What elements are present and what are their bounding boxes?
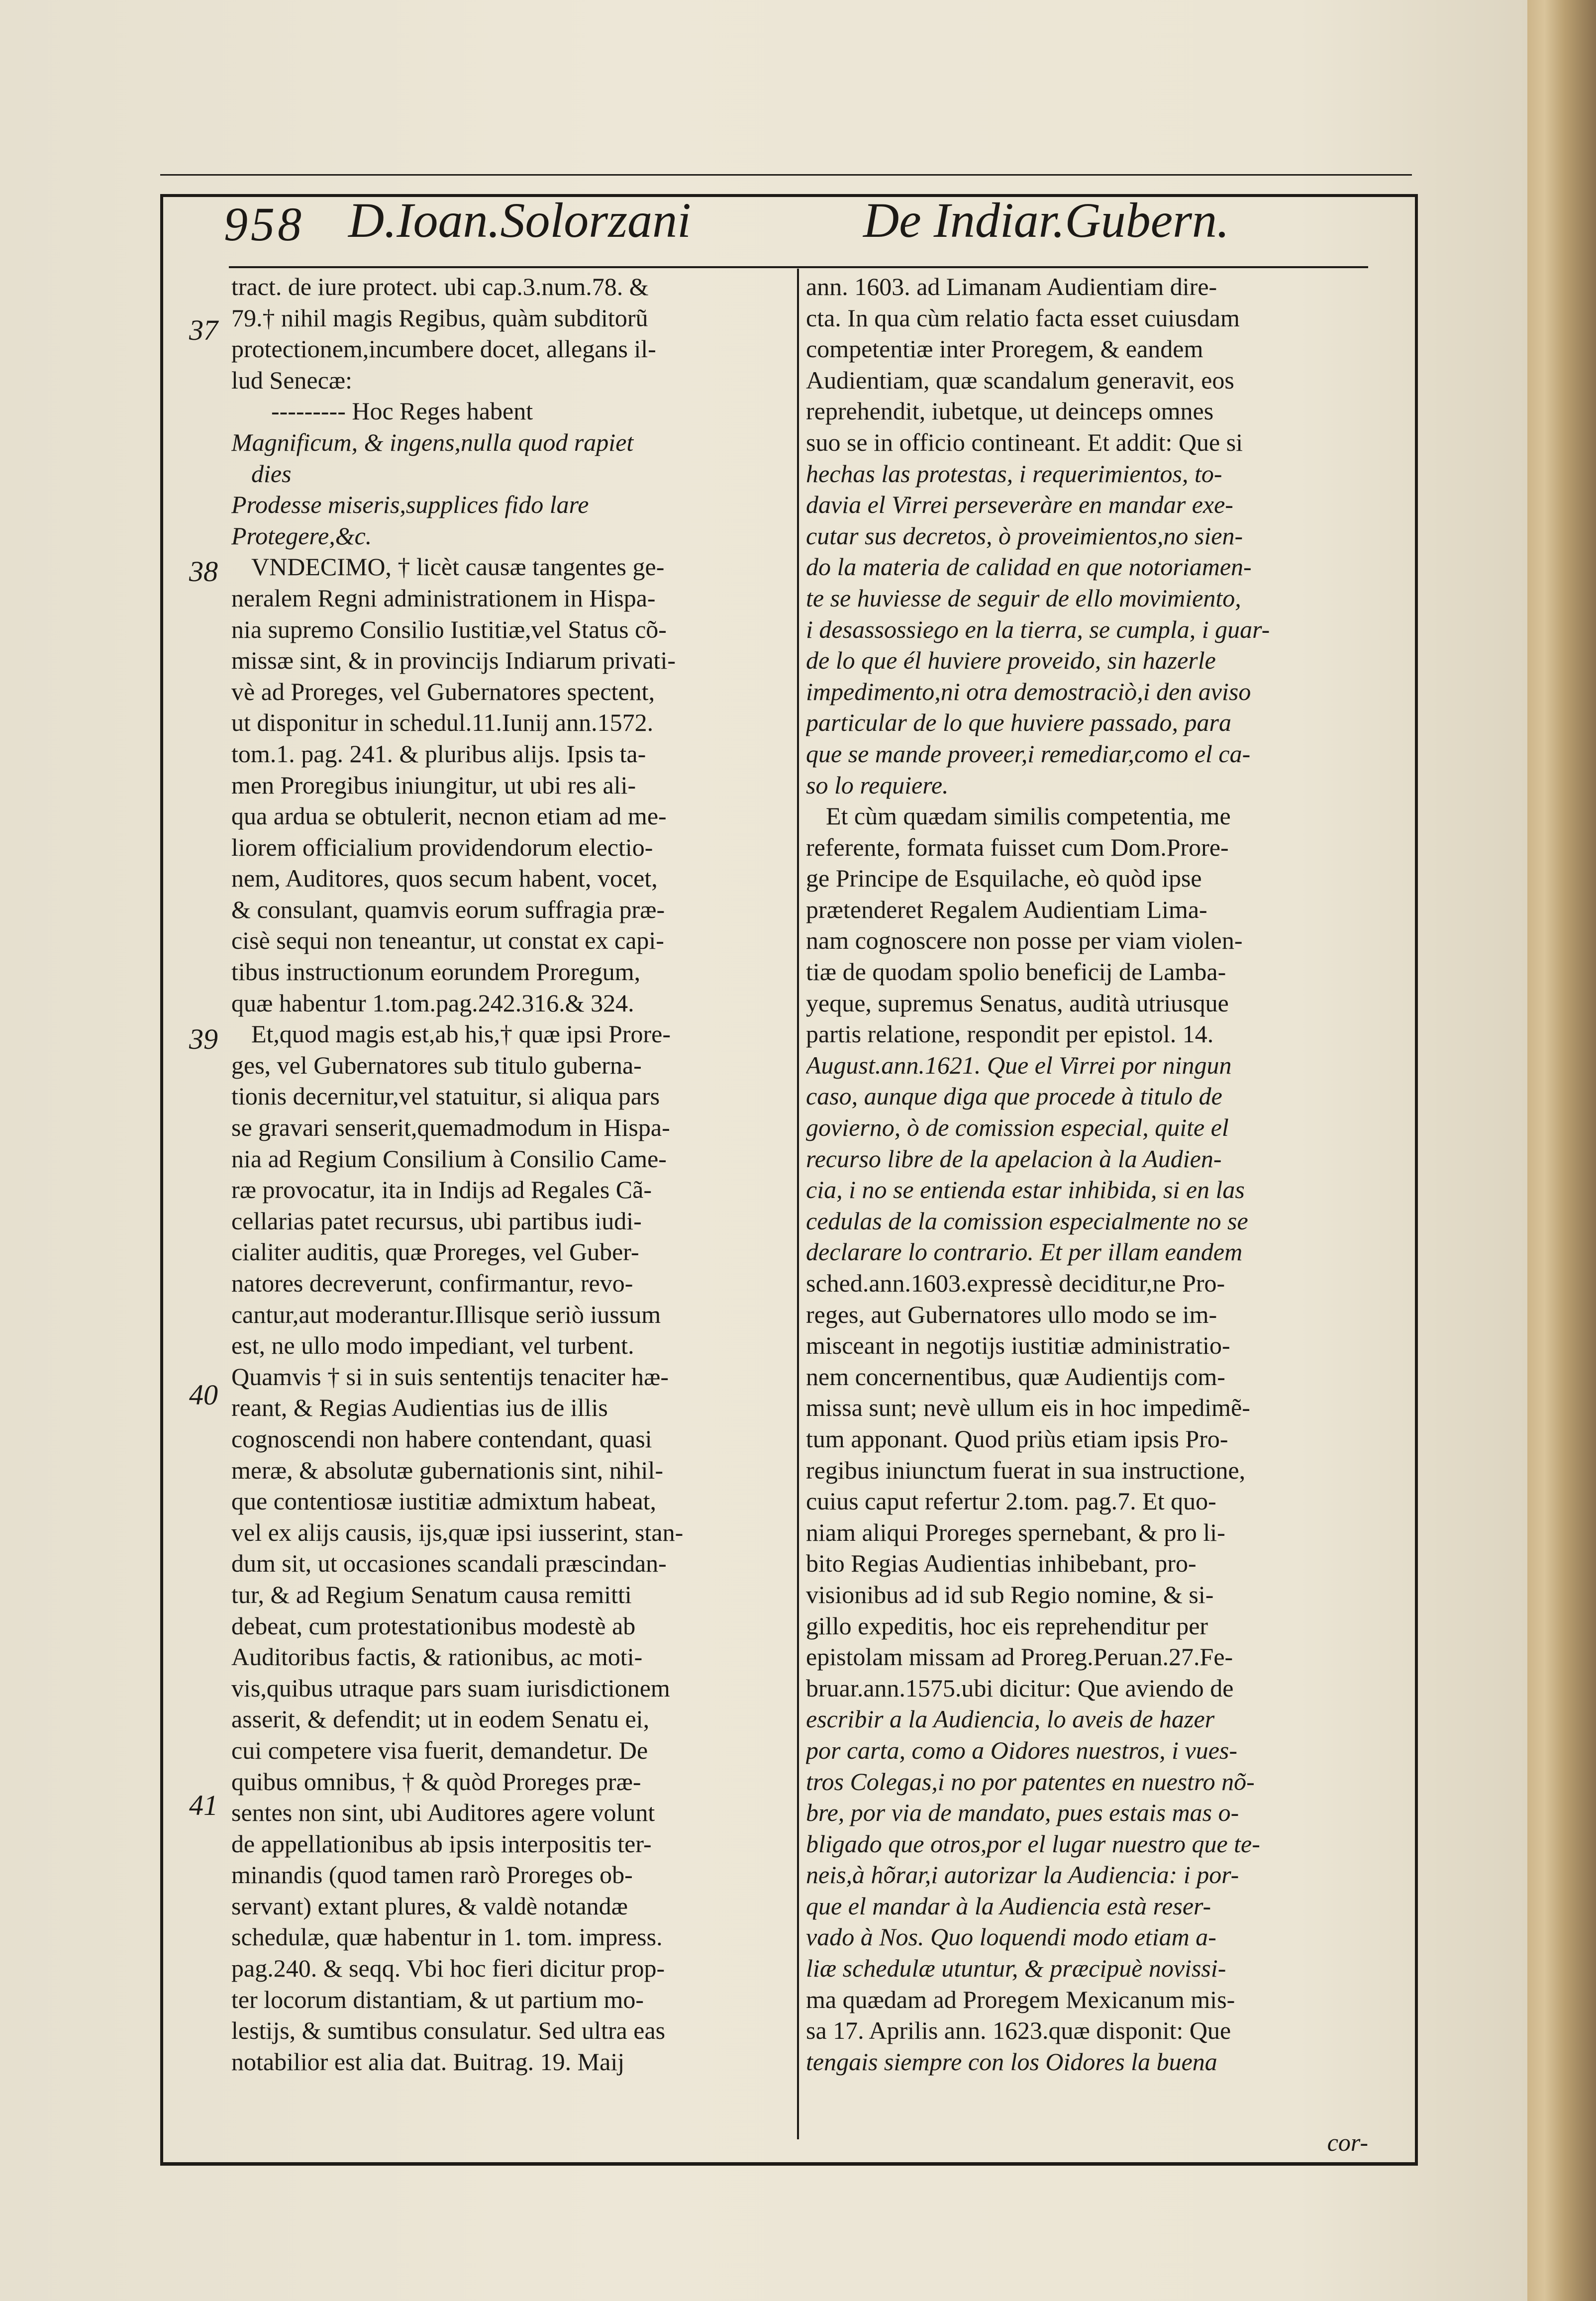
text-line: --------- Hoc Reges habent [271,397,533,425]
text-line: sa 17. Aprilis ann. 1623.quæ disponit: Que [806,2016,1231,2045]
text-line: se gravari senserit,quemadmodum in Hispa- [231,1113,670,1142]
text-line: tiæ de quodam spolio beneficij de Lamba- [806,958,1226,986]
book-edge [1527,0,1596,2301]
text-line: partis relatione, respondit per epistol. 14. [806,1020,1214,1048]
text-line: cognoscendi non habere contendant, quasi [231,1424,652,1453]
text-line: competentiæ inter Proregem, & eandem [806,335,1203,363]
text-line: declarare lo contrario. Et per illam eandem [806,1238,1243,1266]
text-line: August.ann.1621. Que el Virrei por ningun [806,1051,1232,1079]
right-column [806,271,1368,2077]
text-line: epistolam missam ad Proreg.Peruan.27.Fe- [806,1643,1233,1671]
text-line: ann. 1603. ad Limanam Audientiam dire- [806,273,1217,300]
text-line: ræ provocatur, ita in Indijs ad Regales Cã- [231,1176,652,1204]
text-line: regibus iniunctum fuerat in sua instructione, [806,1456,1246,1484]
text-line: cellarias patet recursus, ubi partibus iudi- [231,1206,642,1235]
text-line: neralem Regni administrationem in Hispa- [231,584,656,612]
text-line: pag.240. & seqq. Vbi hoc fieri dicitur prop- [231,1954,665,1983]
text-line: cta. In qua cùm relatio facta esset cuiusdam [806,303,1240,332]
text-line: do la materia de calidad en que notoriamen- [806,553,1252,581]
text-line: ut disponitur in schedul.11.Iunij ann.1572. [231,708,654,737]
text-line: minandis (quod tamen rarò Proreges ob- [231,1861,633,1889]
text-line: Et cùm quædam similis competentia, me [826,802,1231,830]
text-line: protectionem,incumbere docet, allegans il- [231,335,656,363]
text-line: Protegere,&c. [231,521,372,550]
text-line: recurso libre de la apelacion à la Audien- [806,1144,1222,1173]
text-line: ma quædam ad Proregem Mexicanum mis- [806,1985,1235,2013]
text-line: impedimento,ni otra demostraciò,i den aviso [806,677,1251,705]
text-line: suo se in officio contineant. Et addit: Que si [806,428,1243,456]
text-line: escribir a la Audiencia, lo aveis de hazer [806,1705,1215,1733]
text-line: meræ, & absolutæ gubernationis sint, nihil- [231,1456,663,1484]
text-line: debeat, cum protestationibus modestè ab [231,1611,636,1640]
text-line: dum sit, ut occasiones scandali præscindan- [231,1549,667,1578]
running-head-left: D.Ioan.Solorzani [348,193,691,248]
text-line: ges, vel Gubernatores sub titulo guberna- [231,1051,642,1079]
text-line: vel ex alijs causis, ijs,quæ ipsi iusserint, stan- [231,1518,684,1546]
text-line: que contentiosæ iustitiæ admixtum habeat, [231,1487,657,1515]
text-line: missæ sint, & in provincijs Indiarum privati- [231,646,676,675]
text-line: reges, aut Gubernatores ullo modo se im- [806,1300,1217,1328]
text-line: vado à Nos. Quo loquendi modo etiam a- [806,1923,1216,1951]
text-line: sentes non sint, ubi Auditores agere volunt [231,1799,655,1827]
text-line: cialiter auditis, quæ Proreges, vel Guber- [231,1238,639,1266]
margin-number: 39 [189,1023,218,1055]
running-head-right: De Indiar.Gubern. [863,193,1230,248]
text-line: missa sunt; nevè ullum eis in hoc impedimẽ- [806,1394,1250,1422]
text-line: referente, formata fuisset cum Dom.Prore- [806,833,1229,861]
text-line: nia supremo Consilio Iustitiæ,vel Status cõ- [231,615,667,643]
text-line: Auditoribus factis, & rationibus, ac moti- [231,1643,643,1671]
text-line: men Proregibus iniungitur, ut ubi res ali- [231,771,636,799]
text-line: tract. de iure protect. ubi cap.3.num.78. & [231,273,649,300]
text-line: yeque, supremus Senatus, audità utriusque [806,989,1229,1017]
text-line: Prodesse miseris,supplices fido lare [231,491,589,519]
text-line: Audientiam, quæ scandalum generavit, eos [806,366,1234,394]
header-rule [229,266,1368,268]
text-line: est, ne ullo modo impediant, vel turbent. [231,1331,634,1360]
text-line: reprehendit, iubetque, ut deinceps omnes [806,397,1214,425]
text-line: cutar sus decretos, ò proveimientos,no sien- [806,521,1243,550]
margin-number: 38 [189,555,218,588]
text-line: bito Regias Audientias inhibebant, pro- [806,1549,1197,1578]
text-line: misceant in negotijs iustitiæ administratio- [806,1331,1230,1360]
text-line: tros Colegas,i no por patentes en nuestro nõ- [806,1767,1255,1796]
text-line: te se huviesse de seguir de ello movimiento, [806,584,1241,612]
text-line: quæ habentur 1.tom.pag.242.316.& 324. [231,989,634,1017]
text-line: Quamvis † si in suis sententijs tenaciter hæ- [231,1362,669,1391]
text-line: quibus omnibus, † & quòd Proreges præ- [231,1767,641,1796]
text-line: caso, aunque diga que procede à titulo de [806,1082,1222,1110]
text-line: qua ardua se obtulerit, necnon etiam ad me- [231,802,667,830]
margin-number: 37 [189,314,218,346]
text-line: notabilior est alia dat. Buitrag. 19. Maij [231,2047,625,2076]
catchword: cor- [1327,2128,1368,2156]
text-line: cedulas de la comission especialmente no se [806,1206,1248,1235]
text-line: por carta, como a Oidores nuestros, i vues- [806,1736,1238,1764]
text-line: que el mandar à la Audiencia està reser- [806,1892,1211,1920]
text-line: i desassossiego en la tierra, se cumpla, i guar- [806,615,1270,643]
text-line: lestijs, & sumtibus consulatur. Sed ultra eas [231,2016,666,2045]
text-line: Magnificum, & ingens,nulla quod rapiet [231,428,634,456]
text-line: schedulæ, quæ habentur in 1. tom. impress. [231,1923,663,1951]
text-line: cantur,aut moderantur.Illisque seriò iussum [231,1300,661,1328]
text-line: cuius caput refertur 2.tom. pag.7. Et quo- [806,1487,1216,1515]
column-divider [797,269,799,2139]
left-column [231,271,790,2077]
text-line: hechas las protestas, i requerimientos, to- [806,459,1222,488]
text-line: bruar.ann.1575.ubi dicitur: Que aviendo de [806,1674,1234,1702]
text-line: lud Senecæ: [231,366,353,394]
text-line: bligado que otros,por el lugar nuestro que te- [806,1829,1260,1858]
text-line: de appellationibus ab ipsis interpositis ter- [231,1829,652,1858]
text-line: vè ad Proreges, vel Gubernatores spectent, [231,677,655,705]
text-line: de lo que él huviere proveido, sin hazerle [806,646,1216,675]
text-line: asserit, & defendit; ut in eodem Senatu ei, [231,1705,650,1733]
page-number: 958 [224,198,304,251]
text-line: tum apponant. Quod priùs etiam ipsis Pro- [806,1424,1228,1453]
text-line: dies [251,459,292,488]
text-line: tibus instructionum eorundem Proregum, [231,958,641,986]
text-line: cui competere visa fuerit, demandetur. De [231,1736,648,1764]
text-line: nia ad Regium Consilium à Consilio Came- [231,1144,667,1173]
text-line: & consulant, quamvis eorum suffragia præ- [231,895,665,923]
text-line: particular de lo que huviere passado, para [806,708,1232,737]
text-line: nam cognoscere non posse per viam violen- [806,926,1243,955]
text-line: ter locorum distantiam, & ut partium mo- [231,1985,644,2013]
margin-number: 41 [189,1789,218,1821]
text-line: servant) extant plures, & valdè notandæ [231,1892,628,1920]
text-line: govierno, ò de comission especial, quite el [806,1113,1229,1142]
text-line: Et,quod magis est,ab his,† quæ ipsi Prore- [251,1020,671,1048]
text-line: so lo requiere. [806,771,949,799]
text-line: cia, i no se entienda estar inhibida, si en las [806,1176,1245,1204]
text-line: VNDECIMO, † licèt causæ tangentes ge- [251,553,665,581]
text-line: vis,quibus utraque pars suam iurisdictionem [231,1674,670,1702]
margin-number: 40 [189,1379,218,1411]
text-line: ge Principe de Esquilache, eò quòd ipse [806,864,1202,893]
text-line: davia el Virrei perseveràre en mandar exe- [806,491,1233,519]
text-line: niam aliqui Proreges spernebant, & pro li- [806,1518,1225,1546]
text-line: tom.1. pag. 241. & pluribus alijs. Ipsis ta- [231,739,646,768]
text-line: visionibus ad id sub Regio nomine, & si- [806,1580,1214,1608]
text-line: tur, & ad Regium Senatum causa remitti [231,1580,632,1608]
text-line: liæ schedulæ utuntur, & præcipuè novissi- [806,1954,1226,1983]
text-line: prætenderet Regalem Audientiam Lima- [806,895,1207,923]
text-line: nem concernentibus, quæ Audientijs com- [806,1362,1225,1391]
text-line: nem, Auditores, quos secum habent, vocet, [231,864,658,893]
text-line: bre, por via de mandato, pues estais mas o- [806,1799,1239,1827]
text-line: gillo expeditis, hoc eis reprehenditur per [806,1611,1208,1640]
text-line: natores decreverunt, confirmantur, revo- [231,1269,633,1297]
text-line: que se mande proveer,i remediar,como el ca- [806,739,1251,768]
text-line: reant, & Regias Audientias ius de illis [231,1394,608,1422]
text-line: cisè sequi non teneantur, ut constat ex capi- [231,926,664,955]
frame-bottom-rule [160,2164,1418,2166]
text-line: 79.† nihil magis Regibus, quàm subditorũ [231,303,648,332]
text-line: liorem officialium providendorum electio- [231,833,653,861]
text-line: tionis decernitur,vel statuitur, si aliqua pars [231,1082,660,1110]
text-line: sched.ann.1603.expressè deciditur,ne Pro- [806,1269,1225,1297]
text-line: tengais siempre con los Oidores la buena [806,2047,1217,2076]
text-line: neis,à hõrar,i autorizar la Audiencia: i por- [806,1861,1239,1889]
